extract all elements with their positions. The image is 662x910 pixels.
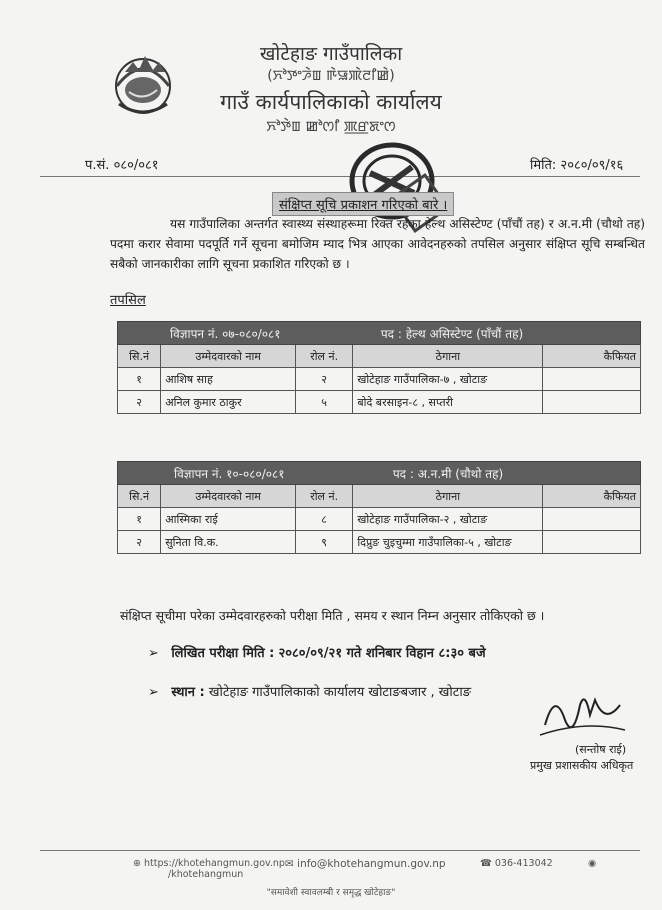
table-title-bar [118, 462, 641, 485]
office-name-sub: ꯈꯣꯇꯥꯡ ꯀꯣꯁꯤ ꯄ꯭ꯔꯗꯦꯁ [266, 119, 396, 135]
vigyapan-number: विज्ञापन नं. ०७-०८०/०८१ [170, 326, 281, 341]
location-icon: ◉ [588, 858, 597, 869]
footer-divider [40, 850, 640, 851]
issue-date: मिति: २०८०/०९/१६ [530, 158, 624, 173]
column-header: रोल नं. [296, 485, 353, 508]
bullet-arrow-icon: ➢ [148, 646, 159, 661]
subject-line: संक्षिप्त सूचि प्रकाशन गरिएको बारे । [272, 192, 454, 216]
table-header-row [118, 345, 641, 368]
footer-phone [480, 858, 553, 869]
email-link[interactable]: info@khotehangmun.gov.np [297, 858, 446, 870]
column-header: सि.नं [118, 345, 161, 368]
cell-serial: २ [118, 531, 161, 554]
cell-remarks [543, 391, 641, 414]
bullet-arrow-icon: ➢ [148, 685, 159, 700]
cell-roll: २ [296, 368, 353, 391]
column-header: कैफियत [543, 345, 641, 368]
phone-icon: ☎ [480, 858, 492, 869]
cell-roll: ५ [296, 391, 353, 414]
cell-remarks [543, 368, 641, 391]
column-header: ठेगाना [353, 345, 543, 368]
cell-address: खोटेहाङ गाउँपालिका-२ , खोटाङ [353, 508, 543, 531]
email-icon: ✉ [285, 858, 294, 870]
table-row [118, 508, 641, 531]
column-header: कैफियत [543, 485, 641, 508]
table-title-bar [118, 322, 641, 345]
signer-title: प्रमुख प्रशासकीय अधिकृत [530, 759, 634, 772]
column-header: रोल नं. [296, 345, 353, 368]
vigyapan-number: विज्ञापन नं. १०-०८०/०८१ [174, 466, 285, 481]
cell-name: आस्मिका राई [161, 508, 296, 531]
exam-notice: संक्षिप्त सूचीमा परेका उम्मेदवारहरुको परीक्षा मिति , समय र स्थान निम्न अनुसार तोकिएको छ । [120, 608, 545, 623]
signer-name: (सन्तोष राई) [575, 743, 627, 756]
cell-serial: २ [118, 391, 161, 414]
table-row [118, 368, 641, 391]
cell-address: दिप्रुङ चुइचुम्मा गाउँपालिका-५ , खोटाङ [353, 531, 543, 554]
cell-serial: १ [118, 508, 161, 531]
signature [535, 685, 630, 745]
exam-venue-value: खोटेहाङ गाउँपालिकाको कार्यालय खोटाङबजार , खोटाङ [208, 685, 471, 700]
cell-remarks [543, 508, 641, 531]
cell-roll: ८ [296, 508, 353, 531]
org-name: खोटेहाङ गाउँपालिका [259, 43, 403, 65]
footer-website [133, 858, 285, 880]
column-header: उम्मेदवारको नाम [161, 345, 296, 368]
exam-date-value: २०८०/०९/२१ गते शनिबार विहान ८:३० बजे [278, 646, 486, 661]
website-link[interactable]: https://khotehangmun.gov.np [144, 858, 285, 869]
footer-motto: "समावेशी स्वावलम्बी र समृद्ध खोटेहाङ" [266, 888, 396, 898]
table-header-row [118, 485, 641, 508]
exam-venue-item [148, 682, 471, 700]
cell-address: बोदे बरसाइन-८ , सप्तरी [353, 391, 543, 414]
org-name-sub: (ꯈꯣꯇꯦꯍꯥꯡ ꯒꯥꯎꯄꯥꯂꯤꯀꯥ) [267, 68, 395, 84]
post-name: पद : हेल्थ असिस्टेण्ट (पाँचौं तह) [380, 326, 524, 341]
cell-address: खोटेहाङ गाउँपालिका-७ , खोटाङ [353, 368, 543, 391]
phone-number: 036-413042 [494, 858, 553, 869]
column-header: उम्मेदवारको नाम [161, 485, 296, 508]
cell-name: आशिष साह [161, 368, 296, 391]
cell-roll: ९ [296, 531, 353, 554]
candidate-table-anm [117, 461, 641, 554]
office-name: गाउँ कार्यपालिकाको कार्यालय [220, 90, 442, 114]
cell-remarks [543, 531, 641, 554]
globe-icon: ⊕ [133, 858, 141, 869]
table-row [118, 531, 641, 554]
cell-serial: १ [118, 368, 161, 391]
candidate-table-health-assistant [117, 321, 641, 414]
cell-name: सुनिता वि.क. [161, 531, 296, 554]
post-name: पद : अ.न.मी (चौथो तह) [392, 466, 504, 481]
exam-date-label: लिखित परीक्षा मिति : [171, 646, 275, 661]
social-handle: /khotehangmun [168, 869, 244, 880]
reference-number: प.सं. ०८०/०८१ [85, 158, 159, 173]
details-heading: तपसिल [110, 293, 146, 308]
body-paragraph: यस गाउँपालिका अन्तर्गत स्वास्थ्य संस्थाहरूमा रिक्त रहेका हेल्थ असिस्टेण्ट (पाँचौं तह) र अ.न.मी (चौथो तह) पदमा करार सेवामा पदपूर्ति गर्ने सूचना बमोजिम म्याद भित्र आएका आवेदनहरुको तपसिल अनुसार संक्षिप्त सूचि सम्बन्धित सबैको जानकारीका लागि सूचना प्रकाशित गरिएको छ । [110, 217, 645, 271]
footer-email [285, 858, 446, 870]
cell-name: अनिल कुमार ठाकुर [161, 391, 296, 414]
column-header: सि.नं [118, 485, 161, 508]
exam-venue-label: स्थान : [171, 685, 205, 700]
exam-date-item [148, 643, 486, 661]
table-row [118, 391, 641, 414]
column-header: ठेगाना [353, 485, 543, 508]
